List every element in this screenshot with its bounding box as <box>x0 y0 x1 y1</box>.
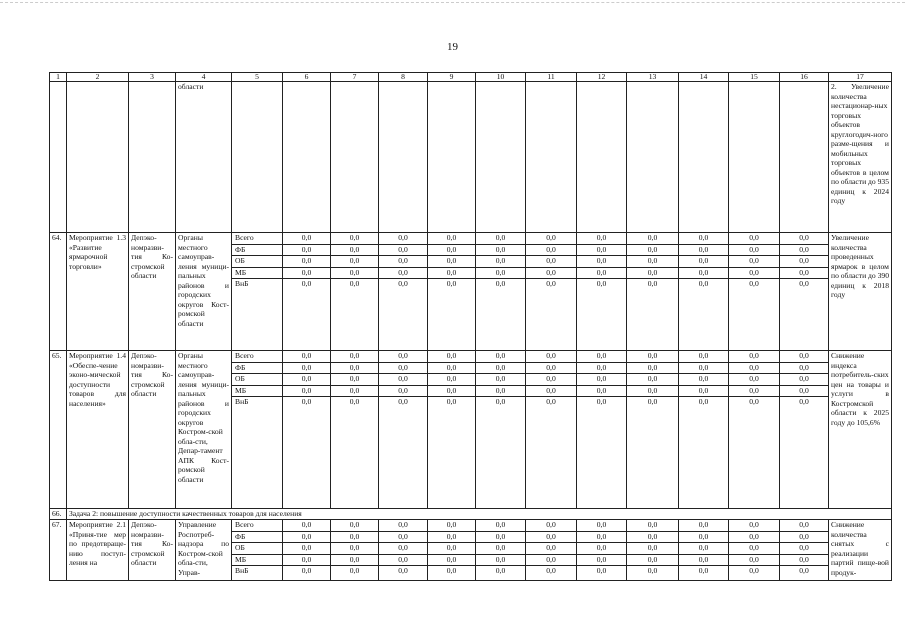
empty-cell <box>67 82 129 233</box>
value-cell: 0,0 <box>349 566 360 575</box>
empty-cell <box>129 82 176 233</box>
header-cell: 8 <box>379 73 428 82</box>
value-cell: 0,0 <box>729 363 779 375</box>
value-cell: 0,0 <box>428 363 475 375</box>
empty-cell <box>627 82 679 233</box>
measure-row <box>50 233 892 351</box>
value-cell: 0,0 <box>627 256 678 268</box>
responsible-executor: Депэко-номразви-тия Ко-стромской области <box>129 520 176 581</box>
value-cell: 0,0 <box>729 386 779 398</box>
value-cell: 0,0 <box>495 279 506 288</box>
co-executor: Управление Роспотреб-надзора по Костром-ской обла-сти, Управ- <box>176 520 232 581</box>
value-column <box>627 233 679 351</box>
value-cell: 0,0 <box>379 245 427 257</box>
value-cell: 0,0 <box>679 543 728 555</box>
value-cell: 0,0 <box>749 279 759 288</box>
value-column <box>476 520 526 581</box>
value-cell: 0,0 <box>283 363 330 375</box>
value-cell: 0,0 <box>627 245 678 257</box>
funding-source-label: ВнБ <box>235 279 249 288</box>
empty-cell <box>526 82 577 233</box>
value-cell: 0,0 <box>679 386 728 398</box>
header-cell: 1 <box>50 73 67 82</box>
value-cell: 0,0 <box>283 351 330 363</box>
value-cell: 0,0 <box>283 374 330 386</box>
value-cell: 0,0 <box>428 555 475 567</box>
value-cell: 0,0 <box>679 363 728 375</box>
value-cell: 0,0 <box>577 532 626 544</box>
value-cell: 0,0 <box>627 374 678 386</box>
value-cell: 0,0 <box>577 233 626 245</box>
value-cell: 0,0 <box>596 566 607 575</box>
empty-cell <box>379 82 428 233</box>
value-column <box>331 520 379 581</box>
page-number: 19 <box>447 41 458 53</box>
value-cell: 0,0 <box>577 363 626 375</box>
value-column <box>476 351 526 509</box>
co-executor: Органы местного самоуправ-ления муници-пальных районов и городских округов Костром-ской обла-сти, Депар-тамент АПК Кост-ромской области <box>176 351 232 509</box>
empty-cell <box>232 82 283 233</box>
measure-row <box>50 351 892 509</box>
value-cell: 0,0 <box>627 351 678 363</box>
value-cell: 0,0 <box>679 520 728 532</box>
value-column <box>379 520 428 581</box>
co-executor: Органы местного самоуправ-ления муници-пальных районов и городских округов Кост-ромской области <box>176 233 232 351</box>
value-cell: 0,0 <box>379 268 427 280</box>
value-cell: 0,0 <box>476 555 525 567</box>
value-cell: 0,0 <box>379 555 427 567</box>
value-column <box>283 351 331 509</box>
value-cell: 0,0 <box>379 363 427 375</box>
value-cell: 0,0 <box>627 233 678 245</box>
value-cell: 0,0 <box>729 233 779 245</box>
value-cell: 0,0 <box>780 363 828 375</box>
expected-result: Снижение количества снятых с реализации партий пище-вой продук- <box>829 520 892 581</box>
value-column <box>729 233 780 351</box>
value-cell: 0,0 <box>301 279 312 288</box>
empty-cell <box>729 82 780 233</box>
value-column <box>577 351 627 509</box>
value-cell: 0,0 <box>679 233 728 245</box>
funding-source-label: Всего <box>232 351 282 363</box>
value-cell: 0,0 <box>780 386 828 398</box>
value-cell: 0,0 <box>698 566 709 575</box>
value-cell: 0,0 <box>283 268 330 280</box>
value-cell: 0,0 <box>780 351 828 363</box>
header-cell: 9 <box>428 73 476 82</box>
value-cell: 0,0 <box>780 532 828 544</box>
value-cell: 0,0 <box>283 245 330 257</box>
value-cell: 0,0 <box>577 256 626 268</box>
header-cell: 10 <box>476 73 526 82</box>
header-cell: 2 <box>67 73 129 82</box>
value-cell: 0,0 <box>331 543 378 555</box>
funding-sources <box>232 233 283 351</box>
value-cell: 0,0 <box>526 363 576 375</box>
value-cell: 0,0 <box>428 268 475 280</box>
value-cell: 0,0 <box>379 532 427 544</box>
empty-cell <box>780 82 829 233</box>
value-cell: 0,0 <box>749 397 759 406</box>
value-cell: 0,0 <box>729 256 779 268</box>
value-cell: 0,0 <box>679 256 728 268</box>
value-cell: 0,0 <box>476 233 525 245</box>
header-cell: 17 <box>829 73 892 82</box>
header-cell: 3 <box>129 73 176 82</box>
value-cell: 0,0 <box>283 555 330 567</box>
value-column <box>476 233 526 351</box>
value-cell: 0,0 <box>799 279 809 288</box>
value-cell: 0,0 <box>526 233 576 245</box>
value-cell: 0,0 <box>476 268 525 280</box>
value-cell: 0,0 <box>331 245 378 257</box>
value-cell: 0,0 <box>780 233 828 245</box>
value-cell: 0,0 <box>526 543 576 555</box>
funding-sources <box>232 351 283 509</box>
row-number: 66. <box>50 509 67 520</box>
top-border-line <box>0 2 905 3</box>
funding-source-label: МБ <box>232 386 282 398</box>
funding-source-label: МБ <box>232 268 282 280</box>
value-cell: 0,0 <box>526 245 576 257</box>
value-cell: 0,0 <box>627 555 678 567</box>
value-cell: 0,0 <box>627 543 678 555</box>
value-column <box>428 233 476 351</box>
value-cell: 0,0 <box>780 256 828 268</box>
value-cell: 0,0 <box>428 351 475 363</box>
value-cell: 0,0 <box>799 566 809 575</box>
funding-source-label: ФБ <box>232 363 282 375</box>
value-cell: 0,0 <box>428 245 475 257</box>
cont-executor: области <box>176 82 232 233</box>
value-column <box>679 520 729 581</box>
header-cell: 16 <box>780 73 829 82</box>
header-cell: 14 <box>679 73 729 82</box>
value-column <box>729 351 780 509</box>
task-row <box>50 509 892 520</box>
value-cell: 0,0 <box>698 397 709 406</box>
value-cell: 0,0 <box>476 245 525 257</box>
value-cell: 0,0 <box>526 351 576 363</box>
value-cell: 0,0 <box>729 520 779 532</box>
value-cell: 0,0 <box>331 256 378 268</box>
value-cell: 0,0 <box>331 268 378 280</box>
funding-source-label: ВнБ <box>235 397 249 406</box>
value-cell: 0,0 <box>647 566 658 575</box>
value-cell: 0,0 <box>577 245 626 257</box>
value-cell: 0,0 <box>729 245 779 257</box>
value-column <box>577 233 627 351</box>
value-cell: 0,0 <box>331 363 378 375</box>
empty-cell <box>50 82 67 233</box>
empty-cell <box>428 82 476 233</box>
value-cell: 0,0 <box>596 397 607 406</box>
value-cell: 0,0 <box>428 256 475 268</box>
value-cell: 0,0 <box>596 279 607 288</box>
value-cell: 0,0 <box>331 386 378 398</box>
value-cell: 0,0 <box>546 279 556 288</box>
responsible-executor: Депэко-номразви-тия Ко-стромской области <box>129 351 176 509</box>
measure-name: Мероприятие 2.1 «Приня-тие мер по предотвраще-нию поступ-ления на <box>67 520 129 581</box>
value-cell: 0,0 <box>526 532 576 544</box>
value-cell: 0,0 <box>331 233 378 245</box>
funding-source-label: ФБ <box>232 245 282 257</box>
value-cell: 0,0 <box>729 543 779 555</box>
program-table <box>49 72 892 581</box>
value-cell: 0,0 <box>349 279 360 288</box>
value-cell: 0,0 <box>428 520 475 532</box>
measure-name: Мероприятие 1.4 «Обеспе-чение эконо-мической доступности товаров для населения» <box>67 351 129 509</box>
value-cell: 0,0 <box>301 566 312 575</box>
value-cell: 0,0 <box>476 351 525 363</box>
value-column <box>577 520 627 581</box>
value-cell: 0,0 <box>398 279 408 288</box>
value-cell: 0,0 <box>729 351 779 363</box>
value-cell: 0,0 <box>379 386 427 398</box>
value-cell: 0,0 <box>379 351 427 363</box>
value-cell: 0,0 <box>647 397 658 406</box>
header-cell: 7 <box>331 73 379 82</box>
value-cell: 0,0 <box>476 363 525 375</box>
value-cell: 0,0 <box>647 279 658 288</box>
value-column <box>780 351 829 509</box>
value-cell: 0,0 <box>679 532 728 544</box>
task-title: Задача 2: повышение доступности качественных товаров для населения <box>67 509 892 520</box>
value-cell: 0,0 <box>446 279 457 288</box>
continuation-row <box>50 82 892 233</box>
value-cell: 0,0 <box>799 397 809 406</box>
row-number: 67. <box>50 520 67 581</box>
header-cell: 4 <box>176 73 232 82</box>
value-cell: 0,0 <box>428 386 475 398</box>
header-cell: 11 <box>526 73 577 82</box>
value-column <box>780 520 829 581</box>
value-cell: 0,0 <box>476 374 525 386</box>
funding-source-label: Всего <box>232 233 282 245</box>
value-cell: 0,0 <box>780 520 828 532</box>
value-column <box>679 233 729 351</box>
value-cell: 0,0 <box>546 397 556 406</box>
header-cell: 15 <box>729 73 780 82</box>
value-cell: 0,0 <box>495 566 506 575</box>
funding-sources <box>232 520 283 581</box>
row-number: 65. <box>50 351 67 509</box>
value-cell: 0,0 <box>729 268 779 280</box>
value-cell: 0,0 <box>729 555 779 567</box>
value-cell: 0,0 <box>627 386 678 398</box>
value-cell: 0,0 <box>331 351 378 363</box>
header-cell: 6 <box>283 73 331 82</box>
value-cell: 0,0 <box>577 520 626 532</box>
value-cell: 0,0 <box>283 543 330 555</box>
measure-name: Мероприятие 1.3 «Развитие ярмарочной торговли» <box>67 233 129 351</box>
value-cell: 0,0 <box>331 520 378 532</box>
value-cell: 0,0 <box>698 279 709 288</box>
value-cell: 0,0 <box>526 386 576 398</box>
value-cell: 0,0 <box>729 374 779 386</box>
value-column <box>428 351 476 509</box>
value-cell: 0,0 <box>780 374 828 386</box>
value-cell: 0,0 <box>679 555 728 567</box>
value-column <box>428 520 476 581</box>
value-cell: 0,0 <box>398 397 408 406</box>
value-column <box>627 520 679 581</box>
value-cell: 0,0 <box>283 520 330 532</box>
value-cell: 0,0 <box>577 386 626 398</box>
value-cell: 0,0 <box>679 268 728 280</box>
funding-source-label: ВнБ <box>235 566 249 575</box>
value-cell: 0,0 <box>331 374 378 386</box>
value-cell: 0,0 <box>283 532 330 544</box>
value-cell: 0,0 <box>780 245 828 257</box>
value-cell: 0,0 <box>476 543 525 555</box>
value-cell: 0,0 <box>349 397 360 406</box>
value-cell: 0,0 <box>428 374 475 386</box>
cont-result: 2. Увеличение количества нестационар-ных торговых объектов круглогодич-ного разме-щения и мобильных торговых объектов в целом по области до 935 единиц к 2024 году <box>829 82 892 233</box>
value-cell: 0,0 <box>679 374 728 386</box>
value-cell: 0,0 <box>627 268 678 280</box>
funding-source-label: Всего <box>232 520 282 532</box>
value-cell: 0,0 <box>526 555 576 567</box>
value-cell: 0,0 <box>526 374 576 386</box>
value-cell: 0,0 <box>577 351 626 363</box>
value-cell: 0,0 <box>577 374 626 386</box>
empty-cell <box>283 82 331 233</box>
value-cell: 0,0 <box>428 543 475 555</box>
value-cell: 0,0 <box>577 543 626 555</box>
value-cell: 0,0 <box>577 555 626 567</box>
value-cell: 0,0 <box>577 268 626 280</box>
value-cell: 0,0 <box>679 351 728 363</box>
funding-source-label: МБ <box>232 555 282 567</box>
expected-result: Увеличение количества проведенных ярмарок в целом по области до 390 единиц к 2018 году <box>829 233 892 351</box>
value-cell: 0,0 <box>428 233 475 245</box>
value-column <box>627 351 679 509</box>
value-cell: 0,0 <box>283 256 330 268</box>
value-column <box>780 233 829 351</box>
value-cell: 0,0 <box>398 566 408 575</box>
value-column <box>331 351 379 509</box>
value-cell: 0,0 <box>379 543 427 555</box>
responsible-executor: Депэко-номразви-тия Ко-стромской области <box>129 233 176 351</box>
value-cell: 0,0 <box>379 374 427 386</box>
empty-cell <box>331 82 379 233</box>
value-column <box>679 351 729 509</box>
value-cell: 0,0 <box>446 566 457 575</box>
value-cell: 0,0 <box>476 520 525 532</box>
row-number: 64. <box>50 233 67 351</box>
value-column <box>283 233 331 351</box>
value-cell: 0,0 <box>780 268 828 280</box>
value-cell: 0,0 <box>379 256 427 268</box>
value-column <box>331 233 379 351</box>
value-cell: 0,0 <box>526 256 576 268</box>
value-cell: 0,0 <box>331 532 378 544</box>
empty-cell <box>476 82 526 233</box>
value-cell: 0,0 <box>283 233 330 245</box>
measure-row <box>50 520 892 581</box>
value-cell: 0,0 <box>780 555 828 567</box>
value-cell: 0,0 <box>495 397 506 406</box>
value-cell: 0,0 <box>627 532 678 544</box>
value-cell: 0,0 <box>780 543 828 555</box>
value-cell: 0,0 <box>379 233 427 245</box>
value-cell: 0,0 <box>679 245 728 257</box>
value-cell: 0,0 <box>283 386 330 398</box>
value-cell: 0,0 <box>526 268 576 280</box>
value-column <box>729 520 780 581</box>
header-row <box>50 73 892 82</box>
funding-source-label: ОБ <box>232 543 282 555</box>
expected-result: Снижение индекса потребитель-ских цен на товары и услуги в Костромской области к 2025 году до 105,6% <box>829 351 892 509</box>
header-cell: 12 <box>577 73 627 82</box>
value-column <box>283 520 331 581</box>
value-cell: 0,0 <box>627 363 678 375</box>
value-cell: 0,0 <box>331 555 378 567</box>
value-cell: 0,0 <box>627 520 678 532</box>
value-cell: 0,0 <box>446 397 457 406</box>
funding-source-label: ФБ <box>232 532 282 544</box>
value-column <box>526 520 577 581</box>
empty-cell <box>577 82 627 233</box>
header-cell: 5 <box>232 73 283 82</box>
value-column <box>526 233 577 351</box>
header-cell: 13 <box>627 73 679 82</box>
value-column <box>526 351 577 509</box>
value-cell: 0,0 <box>546 566 556 575</box>
value-column <box>379 233 428 351</box>
value-cell: 0,0 <box>749 566 759 575</box>
value-cell: 0,0 <box>476 256 525 268</box>
value-cell: 0,0 <box>301 397 312 406</box>
funding-source-label: ОБ <box>232 256 282 268</box>
empty-cell <box>679 82 729 233</box>
value-cell: 0,0 <box>379 520 427 532</box>
value-cell: 0,0 <box>476 532 525 544</box>
value-cell: 0,0 <box>526 520 576 532</box>
value-cell: 0,0 <box>428 532 475 544</box>
value-column <box>379 351 428 509</box>
value-cell: 0,0 <box>729 532 779 544</box>
funding-source-label: ОБ <box>232 374 282 386</box>
value-cell: 0,0 <box>476 386 525 398</box>
